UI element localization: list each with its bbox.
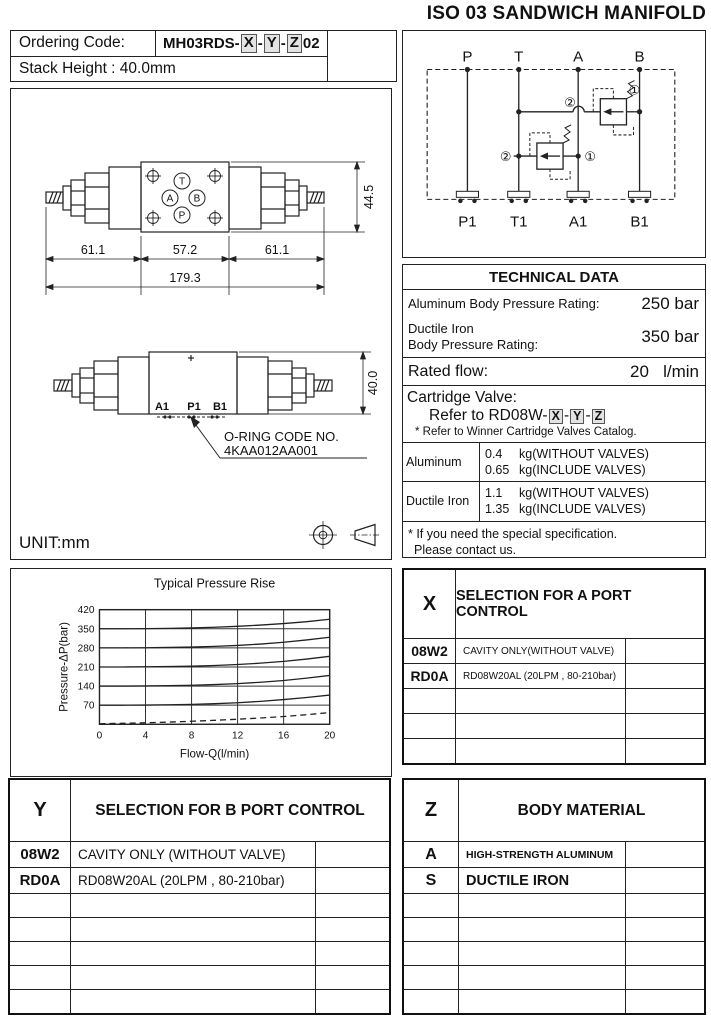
tech-row	[403, 358, 705, 386]
valve1-port2-marker: ②	[564, 94, 576, 110]
schem-port-t1: T1	[509, 213, 528, 231]
tech-label-line: Body Pressure Rating:	[408, 337, 539, 353]
code-text: -	[585, 406, 591, 424]
series-setting-350bar	[99, 619, 329, 629]
row-code-empty	[10, 918, 71, 941]
x-tick-label: 8	[188, 730, 195, 742]
row-code: 08W2	[404, 639, 456, 663]
tech-row-label	[408, 321, 538, 354]
selection-z-body	[404, 842, 704, 1013]
schem-port-b: B	[634, 48, 645, 66]
schem-port-a1: A1	[568, 213, 588, 231]
schem-port-b1: B1	[630, 213, 649, 231]
technical-footnote	[403, 522, 705, 559]
row-description: CAVITY ONLY (WITHOUT VALVE)	[71, 842, 316, 867]
oring-note-line1: O-RING CODE NO.	[224, 429, 339, 444]
tech-row-value: 350 bar	[641, 327, 699, 347]
row-empty-cell	[316, 990, 389, 1013]
code-boxed-letter: Z	[287, 34, 302, 53]
row-description-empty	[459, 894, 626, 917]
row-code-empty	[10, 942, 71, 965]
weight-desc: kg(INCLUDE VALVES)	[519, 462, 646, 477]
table-row	[404, 842, 704, 868]
footnote-line-2: Please contact us.	[414, 542, 517, 557]
row-code-empty	[404, 894, 459, 917]
port-label-b: B	[193, 193, 201, 205]
row-description: RD08W20AL (20LPM , 80-210bar)	[456, 664, 626, 688]
schematic-top-port-labels	[462, 48, 644, 65]
row-code: RD0A	[10, 868, 71, 893]
selection-z-code: Z	[404, 780, 459, 841]
series-setting-210bar	[99, 656, 329, 667]
cartridge-note: * Refer to Winner Cartridge Valves Catalog.	[415, 425, 637, 438]
tech-row-label	[408, 296, 599, 312]
row-code-empty	[404, 739, 456, 763]
series-setting-140bar	[99, 675, 329, 686]
selection-z-header	[404, 780, 704, 842]
row-description-empty	[71, 918, 316, 941]
relief-valve-1	[516, 81, 642, 135]
selection-y-body	[10, 842, 389, 1013]
y-tick-label: 210	[77, 662, 95, 674]
y-axis-label: Pressure-ΔP(bar)	[58, 622, 71, 712]
ordering-code-value	[156, 31, 327, 56]
tech-label-line: Ductile Iron	[408, 321, 474, 336]
tech-row-label	[408, 362, 488, 382]
table-empty-row	[404, 739, 704, 763]
row-empty-cell	[626, 868, 704, 893]
valve2-port2-marker: ②	[499, 149, 512, 165]
ordering-table-main	[11, 31, 328, 81]
table-empty-row	[404, 689, 704, 714]
row-description-empty	[71, 966, 316, 989]
selection-x-header	[404, 570, 704, 639]
table-empty-row	[10, 918, 389, 942]
code-boxed-letter: Y	[570, 409, 584, 425]
table-empty-row	[10, 990, 389, 1013]
row-empty-cell	[626, 739, 704, 763]
table-row	[404, 639, 704, 664]
selection-y-code: Y	[10, 780, 71, 841]
row-description-empty	[71, 942, 316, 965]
port-label-a: A	[166, 193, 174, 205]
row-empty-cell	[626, 664, 704, 688]
selection-y-header	[10, 780, 389, 842]
series-cavity-only	[99, 713, 329, 724]
table-empty-row	[404, 942, 704, 966]
weight-lines	[480, 482, 705, 521]
table-empty-row	[404, 714, 704, 739]
row-empty-cell	[626, 689, 704, 713]
dimension-drawings-panel	[10, 88, 392, 560]
row-code-empty	[404, 966, 459, 989]
row-code-empty	[10, 966, 71, 989]
hydraulic-schematic	[403, 31, 705, 257]
y-tick-label: 70	[83, 700, 95, 712]
tech-row	[403, 290, 705, 317]
oring-note-line2: 4KAA012AA001	[224, 443, 318, 458]
dim-57-2: 57.2	[172, 243, 198, 257]
weight-desc: kg(INCLUDE VALVES)	[519, 502, 646, 517]
x-tick-label: 20	[324, 730, 336, 742]
dim-61-1-left: 61.1	[80, 243, 106, 257]
dim-40-0: 40.0	[366, 370, 380, 396]
cartridge-valve-label: Cartridge Valve:	[407, 388, 517, 406]
top-view-body	[46, 162, 324, 232]
weight-lines	[480, 443, 705, 482]
row-code: A	[404, 842, 459, 867]
chart-title: Typical Pressure Rise	[153, 576, 276, 591]
code-text: MH03RDS-	[163, 34, 240, 52]
row-empty-cell	[316, 918, 389, 941]
table-empty-row	[404, 990, 704, 1013]
selection-z-title: BODY MATERIAL	[517, 801, 646, 819]
hydraulic-schematic-panel	[402, 30, 706, 258]
row-code: 08W2	[10, 842, 71, 867]
weight-table	[403, 442, 705, 522]
y-tick-label: 420	[77, 605, 95, 617]
row-description-empty	[459, 942, 626, 965]
selection-x-title: SELECTION FOR A PORT CONTROL	[456, 588, 632, 620]
series-setting-70bar	[99, 695, 329, 705]
selection-y-title: SELECTION FOR B PORT CONTROL	[95, 801, 365, 819]
row-empty-cell	[626, 639, 704, 663]
dimension-lines	[46, 162, 365, 295]
row-empty-cell	[626, 990, 704, 1013]
row-empty-cell	[626, 714, 704, 738]
row-code: S	[404, 868, 459, 893]
page-title: ISO 03 SANDWICH MANIFOLD	[426, 3, 706, 24]
bottom-port-symbols	[456, 191, 650, 203]
row-description: CAVITY ONLY(WITHOUT VALVE)	[456, 639, 626, 663]
table-empty-row	[10, 894, 389, 918]
row-description: DUCTILE IRON	[459, 868, 626, 893]
weight-line	[485, 446, 703, 462]
row-empty-cell	[626, 942, 704, 965]
technical-data-rows	[403, 290, 705, 386]
row-description-empty	[456, 714, 626, 738]
weight-desc: kg(WITHOUT VALVES)	[519, 486, 649, 500]
technical-data-panel	[402, 264, 706, 558]
x-tick-label: 16	[278, 730, 290, 742]
code-text: 02	[302, 34, 320, 52]
row-code-empty	[404, 714, 456, 738]
row-description-empty	[71, 894, 316, 917]
tech-row-value: 20 l/min	[630, 361, 699, 381]
x-tick-label: 4	[142, 730, 149, 742]
row-empty-cell	[626, 842, 704, 867]
ordering-code-label: Ordering Code:	[11, 31, 156, 56]
port-circles	[162, 173, 205, 223]
row-code-empty	[404, 918, 459, 941]
row-empty-cell	[626, 918, 704, 941]
side-port-labels	[155, 401, 227, 413]
row-empty-cell	[316, 842, 389, 867]
row-code-empty	[404, 942, 459, 965]
table-empty-row	[404, 894, 704, 918]
y-tick-label: 140	[77, 681, 95, 693]
weight-row	[403, 482, 705, 521]
dim-61-1-right: 61.1	[264, 243, 290, 257]
x-tick-label: 12	[231, 730, 244, 742]
selection-table-y	[8, 778, 391, 1015]
row-description: RD08W20AL (20LPM , 80-210bar)	[71, 868, 316, 893]
projection-symbol-icon	[305, 519, 383, 551]
cartridge-refer-code	[548, 407, 607, 424]
port-label-a1: A1	[154, 401, 170, 413]
row-empty-cell	[316, 942, 389, 965]
selection-table-x	[402, 568, 706, 765]
dim-179-3: 179.3	[169, 271, 201, 285]
row-code: RD0A	[404, 664, 456, 688]
port-label-t: T	[178, 176, 186, 188]
code-boxed-letter: X	[549, 409, 563, 425]
series-setting-280bar	[99, 637, 329, 648]
weight-qty: 1.1	[485, 486, 503, 500]
table-empty-row	[404, 918, 704, 942]
tech-label-line: Aluminum Body Pressure Rating:	[408, 295, 600, 311]
row-empty-cell	[626, 966, 704, 989]
valve2-port1-marker: ①	[584, 149, 597, 165]
weight-desc: kg(WITHOUT VALVES)	[519, 446, 649, 461]
weight-qty: 0.4	[485, 446, 503, 461]
code-text: -	[280, 34, 286, 52]
table-row	[404, 664, 704, 689]
tech-row-value: 250 bar	[641, 294, 699, 313]
tech-label-line: Rated flow:	[408, 362, 489, 380]
tech-row	[403, 317, 705, 358]
table-empty-row	[404, 966, 704, 990]
schematic-bottom-port-labels	[458, 214, 649, 231]
y-tick-label: 350	[77, 624, 95, 636]
table-row	[10, 868, 389, 894]
schem-port-p1: P1	[458, 213, 477, 231]
row-description: HIGH-STRENGTH ALUMINUM	[459, 842, 626, 867]
cartridge-refer-prefix: Refer to RD08W-	[429, 406, 548, 424]
stack-height-row: Stack Height : 40.0mm	[19, 59, 176, 77]
row-empty-cell	[316, 966, 389, 989]
weight-line	[485, 501, 703, 517]
oring-leader	[190, 416, 367, 458]
port-label-b1: B1	[212, 401, 228, 413]
side-dimension	[239, 352, 371, 414]
pressure-rise-chart-panel	[10, 568, 392, 777]
x-axis-label: Flow-Q(l/min)	[179, 748, 250, 761]
weight-material: Ductile Iron	[403, 482, 480, 521]
row-description-empty	[456, 689, 626, 713]
ordering-table	[10, 30, 397, 82]
weight-line	[485, 485, 703, 501]
weight-qty: 0.65	[485, 462, 510, 477]
cartridge-valve-refer	[407, 407, 700, 425]
dim-44-5: 44.5	[362, 184, 376, 210]
row-empty-cell	[316, 894, 389, 917]
code-text: -	[563, 406, 570, 424]
ordering-empty-cell	[328, 31, 396, 81]
top-view-drawing	[19, 147, 387, 305]
row-code-empty	[404, 990, 459, 1013]
cartridge-valve-section	[403, 386, 705, 442]
footnote-line-1: * If you need the special specification.	[408, 526, 618, 541]
row-code-empty	[404, 689, 456, 713]
weight-line	[485, 462, 703, 478]
selection-table-z	[402, 778, 706, 1015]
ordering-code-row	[11, 31, 327, 57]
table-row	[10, 842, 389, 868]
technical-data-header: TECHNICAL DATA	[403, 265, 705, 290]
table-empty-row	[10, 966, 389, 990]
schem-port-a: A	[573, 48, 584, 66]
row-empty-cell	[626, 894, 704, 917]
code-text: -	[257, 34, 263, 52]
pressure-chart	[11, 569, 391, 776]
row-description-empty	[71, 990, 316, 1013]
code-boxed-letter: X	[241, 34, 257, 53]
row-code-empty	[10, 990, 71, 1013]
port-label-p: P	[178, 210, 186, 222]
x-tick-label: 0	[96, 730, 103, 742]
table-row	[404, 868, 704, 894]
weight-qty: 1.35	[485, 502, 510, 517]
weight-material: Aluminum	[403, 443, 480, 482]
schem-port-t: T	[514, 48, 524, 66]
port-label-p1: P1	[187, 401, 201, 413]
schem-port-p: P	[462, 48, 473, 66]
code-boxed-letter: Z	[592, 409, 606, 425]
row-description-empty	[459, 990, 626, 1013]
table-empty-row	[10, 942, 389, 966]
row-empty-cell	[316, 868, 389, 893]
selection-x-body	[404, 639, 704, 763]
y-tick-label: 280	[77, 643, 95, 655]
weight-row	[403, 443, 705, 483]
side-view-drawing	[19, 347, 389, 479]
selection-x-code: X	[404, 570, 456, 638]
row-description-empty	[459, 918, 626, 941]
code-boxed-letter: Y	[264, 34, 280, 53]
row-code-empty	[10, 894, 71, 917]
valve1-port1-marker: ①	[628, 82, 641, 98]
row-description-empty	[456, 739, 626, 763]
unit-note: UNIT:mm	[19, 533, 90, 552]
row-description-empty	[459, 966, 626, 989]
relief-valve-2	[500, 125, 596, 179]
